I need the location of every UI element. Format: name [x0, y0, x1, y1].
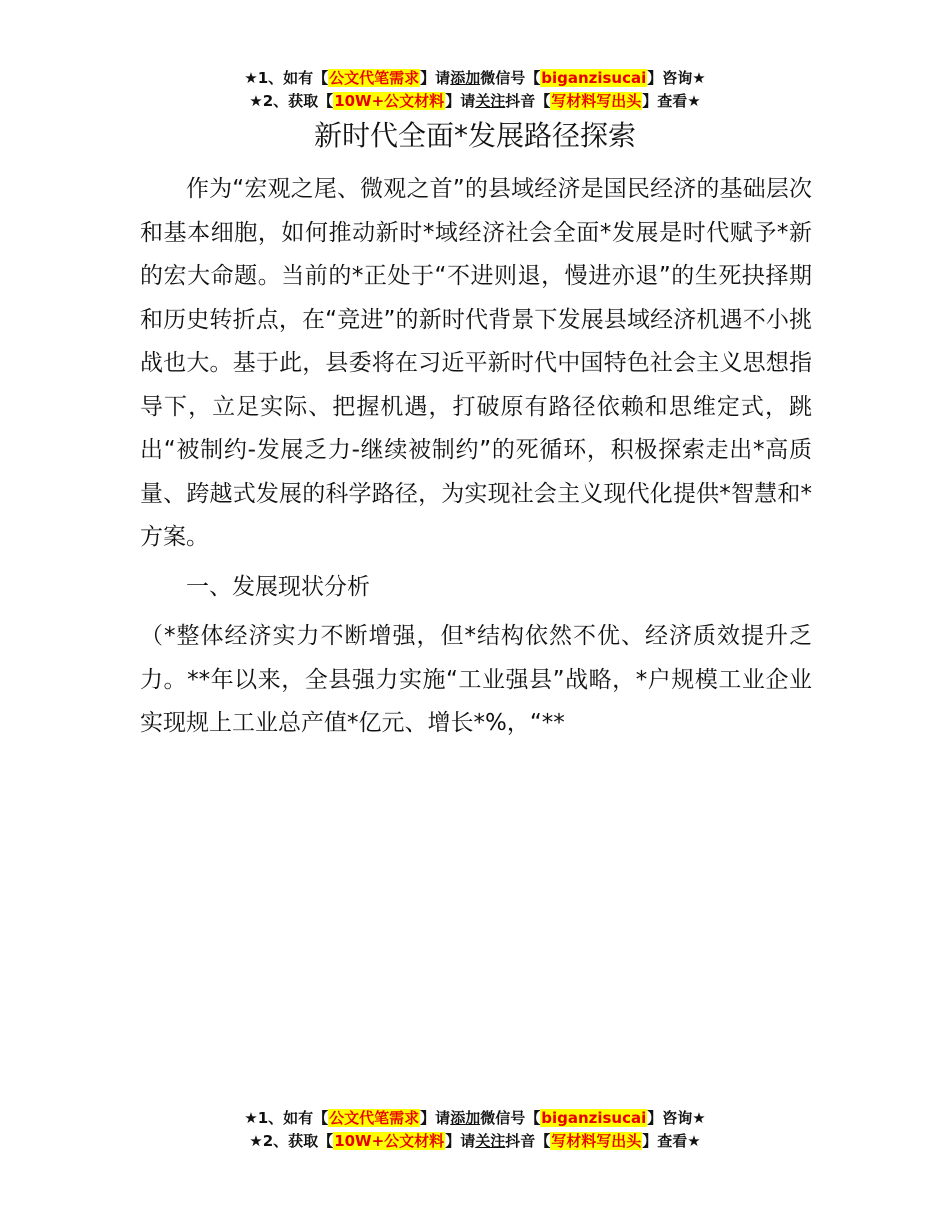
banner-text: ★1、如有【: [244, 69, 329, 87]
banner-line-2: [0, 90, 950, 113]
banner-highlight: 写材料写出头: [551, 1132, 642, 1150]
banner-line-1: [0, 1107, 950, 1130]
section-heading: 一、发展现状分析: [186, 573, 370, 600]
banner-underlined-text: 添加: [450, 1109, 481, 1127]
banner-text: ★2、获取【: [249, 92, 334, 110]
banner-highlight: 写材料写出头: [551, 92, 642, 110]
body-paragraph: 作为“宏观之尾、微观之首”的县域经济是国民经济的基础层次和基本细胞，如何推动新时*域经济社会全面*发展是时代赋予*新的宏大命题。当前的*正处于“不进则退，慢进亦退”的生死抉择期和历史转折点，在“竞进”的新时代背景下发展县域经济机遇不小挑战也大。基于此，县委将在习近平新时代中国特色社会主义思想指导下，立足实际、把握机遇，打破原有路径依赖和思维定式，跳出“被制约-发展乏力-继续被制约”的死循环，积极探索走出*高质量、跨越式发展的科学路径，为实现社会主义现代化提供*智慧和*方案。: [140, 176, 812, 550]
body-paragraph: （*整体经济实力不断增强，但*结构依然不优、经济质效提升乏力。**年以来，全县强力实施“工业强县”战略，*户规模工业企业实现规上工业总产值*亿元、增长*%，“**: [140, 623, 812, 736]
banner-text: 抖音【: [505, 92, 551, 110]
banner-highlight: biganzisucai: [541, 69, 647, 87]
banner-text: 微信号【: [480, 69, 541, 87]
banner-text: 】请: [445, 92, 476, 110]
banner-highlight: biganzisucai: [541, 1109, 647, 1127]
banner-text: 】请: [420, 1109, 451, 1127]
banner-text: 】请: [445, 1132, 476, 1150]
banner-text: 】咨询★: [647, 1109, 706, 1127]
banner-text: 】请: [420, 69, 451, 87]
document-title: 新时代全面*发展路径探索: [313, 119, 636, 152]
banner-line-1: [0, 67, 950, 90]
banner-highlight: 公文代笔需求: [329, 69, 420, 87]
banner-text: ★2、获取【: [249, 1132, 334, 1150]
banner-highlight: 10W+公文材料: [334, 1132, 445, 1150]
banner-text: ★1、如有【: [244, 1109, 329, 1127]
banner-line-2: [0, 1130, 950, 1153]
header-banner: [0, 67, 950, 113]
banner-text: 微信号【: [480, 1109, 541, 1127]
document-body: [140, 168, 812, 746]
banner-text: 】查看★: [642, 92, 701, 110]
banner-underlined-text: 关注: [475, 92, 506, 110]
banner-underlined-text: 添加: [450, 69, 481, 87]
footer-banner: [0, 1107, 950, 1153]
banner-text: 】咨询★: [647, 69, 706, 87]
banner-text: 】查看★: [642, 1132, 701, 1150]
banner-highlight: 公文代笔需求: [329, 1109, 420, 1127]
banner-highlight: 10W+公文材料: [334, 92, 445, 110]
banner-underlined-text: 关注: [475, 1132, 506, 1150]
banner-text: 抖音【: [505, 1132, 551, 1150]
